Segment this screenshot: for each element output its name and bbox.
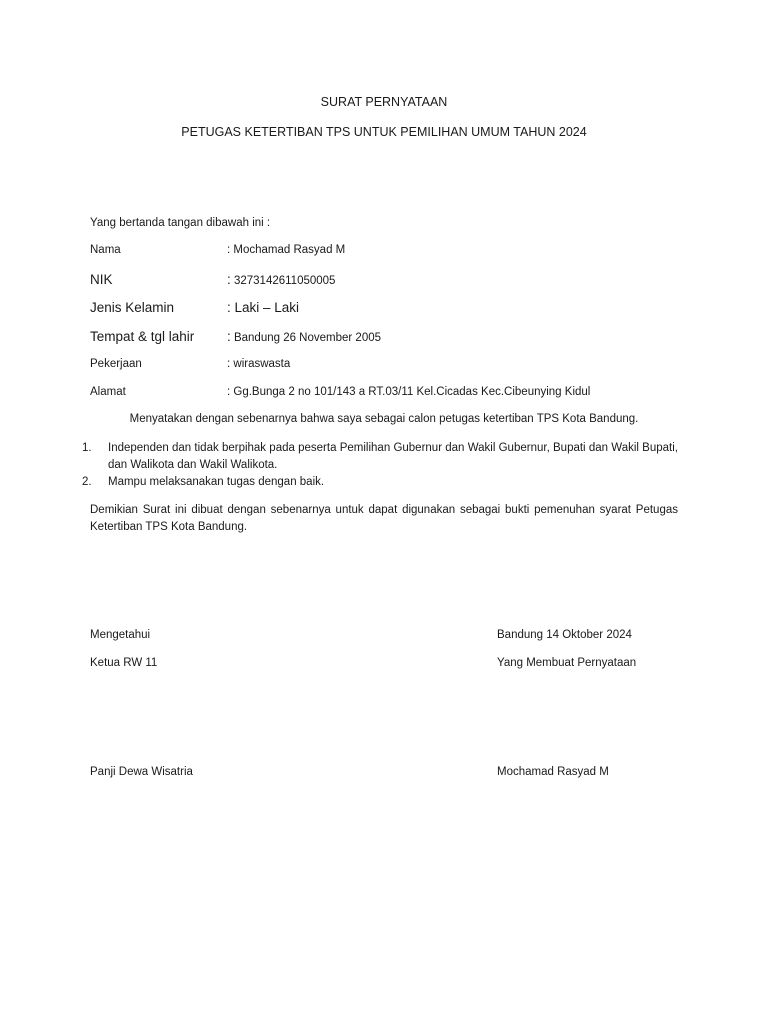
field-label: Alamat [90, 386, 126, 398]
field-value: : Laki – Laki [227, 300, 300, 315]
field-value: : Gg.Bunga 2 no 101/143 a RT.03/11 Kel.Cicadas Kec.Cibeunying Kidul [227, 386, 591, 398]
list-text: Independen dan tidak berpihak pada peserta Pemilihan Gubernur dan Wakil Gubernur, Bupati dan Wakil Bupati, dan Walikota dan Wakil Walikota. [108, 442, 678, 471]
right-signature-heading: Bandung 14 Oktober 2024 [497, 629, 632, 641]
intro-text: Yang bertanda tangan dibawah ini : [90, 217, 271, 229]
field-colon: : [227, 272, 231, 287]
list-item [82, 474, 678, 491]
document-title: SURAT PERNYATAAN [320, 95, 448, 109]
field-value-wrap [227, 329, 381, 344]
field-label: Tempat & tgl lahir [90, 329, 195, 344]
left-signature-name: Panji Dewa Wisatria [90, 766, 193, 778]
left-signature-role: Ketua RW 11 [90, 657, 158, 669]
closing-paragraph: Demikian Surat ini dibuat dengan sebenarnya untuk dapat digunakan sebagai bukti pemenuhan syarat Petugas Ketertiban TPS Kota Bandung. [90, 504, 678, 533]
field-value: Bandung 26 November 2005 [230, 332, 382, 344]
field-value: 3273142611050005 [230, 275, 336, 287]
document-subtitle: PETUGAS KETERTIBAN TPS UNTUK PEMILIHAN UMUM TAHUN 2024 [181, 125, 587, 139]
list-text: Mampu melaksanakan tugas dengan baik. [108, 476, 325, 488]
field-colon: : [227, 329, 231, 344]
field-label: Pekerjaan [90, 358, 142, 370]
field-label: Jenis Kelamin [90, 300, 175, 315]
right-signature-name: Mochamad Rasyad M [497, 766, 609, 778]
field-value-wrap [227, 272, 335, 287]
list-number: 2. [82, 476, 92, 488]
list-item [82, 440, 678, 474]
field-label: NIK [90, 272, 113, 287]
statement-text: Menyatakan dengan sebenarnya bahwa saya sebagai calon petugas ketertiban TPS Kota Bandung. [129, 413, 639, 425]
field-value: : wiraswasta [227, 358, 291, 370]
field-label: Nama [90, 244, 121, 256]
field-value: : Mochamad Rasyad M [227, 244, 346, 256]
right-signature-role: Yang Membuat Pernyataan [497, 657, 637, 669]
points-list [82, 440, 678, 491]
list-number: 1. [82, 442, 92, 454]
left-signature-heading: Mengetahui [90, 629, 151, 641]
